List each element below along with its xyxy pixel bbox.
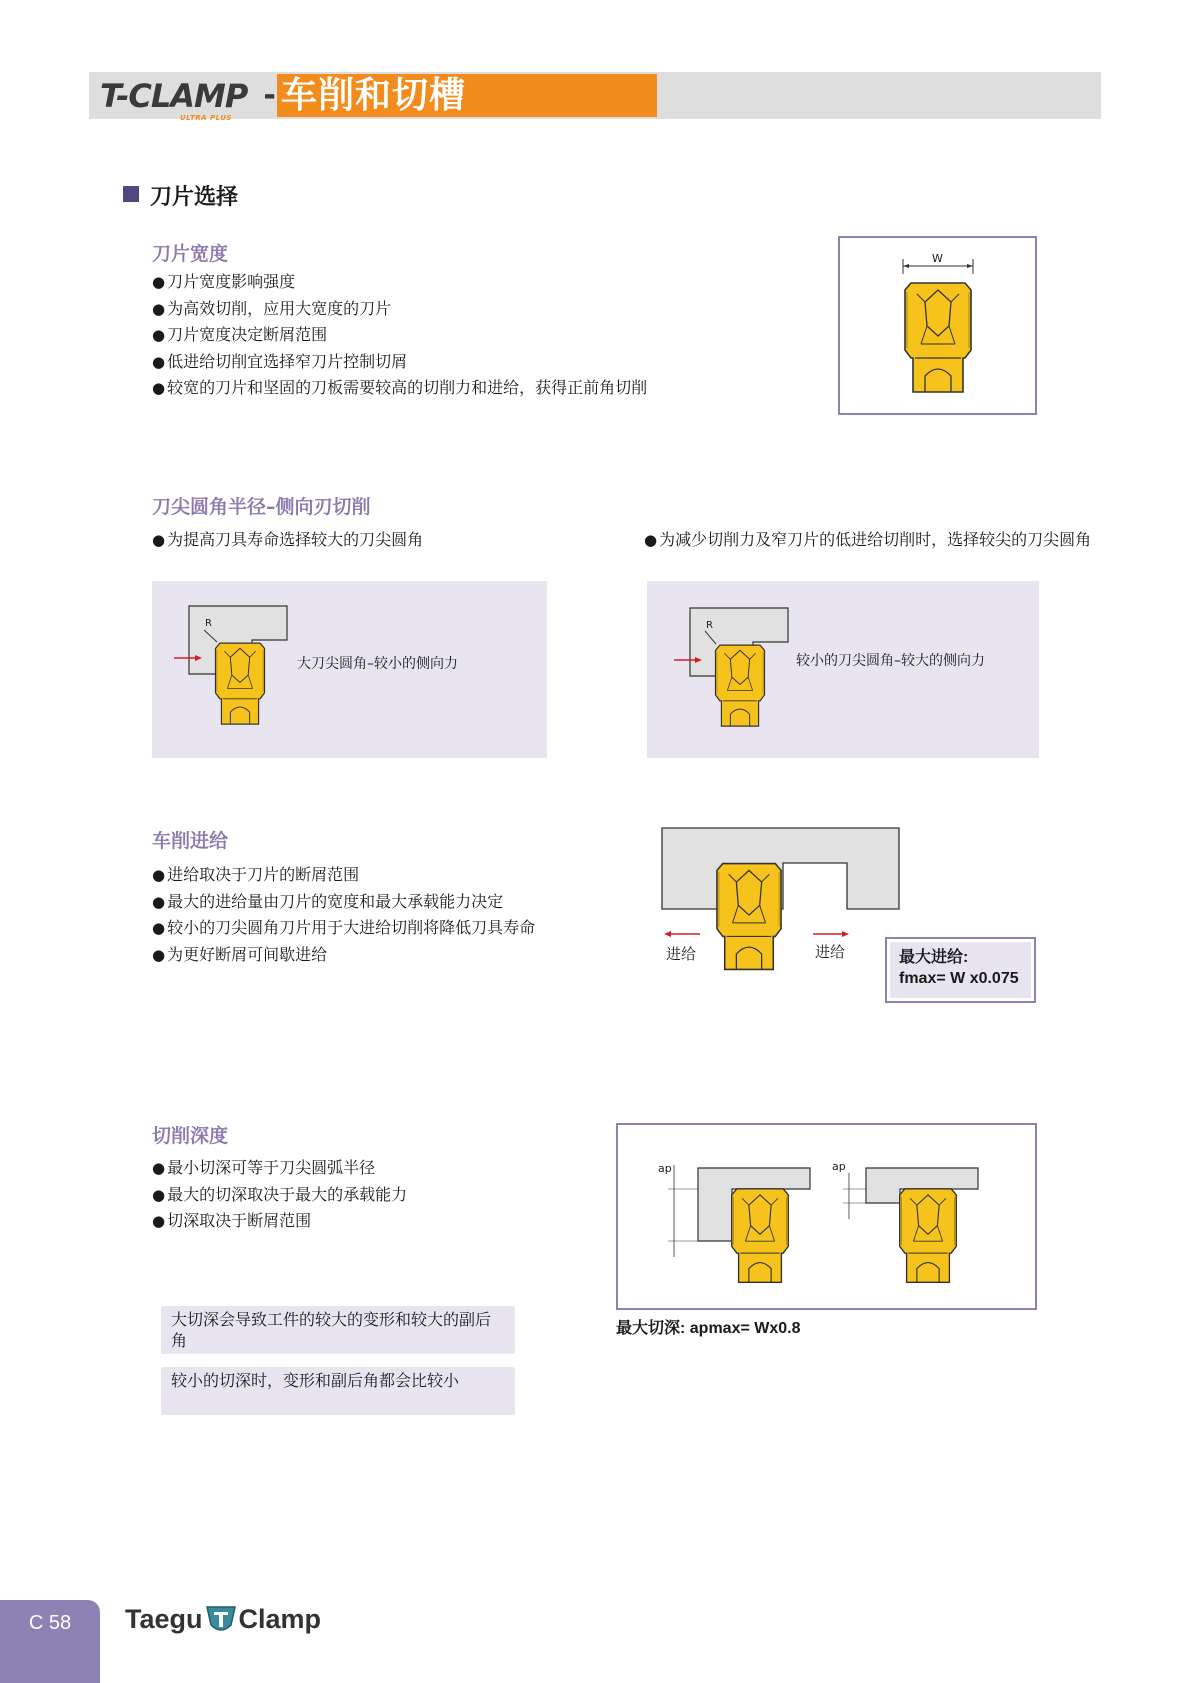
depth-diagram bbox=[616, 1123, 1037, 1310]
logo-emblem-icon bbox=[205, 1603, 237, 1635]
section-marker bbox=[123, 186, 139, 202]
blade-width-list bbox=[152, 269, 647, 402]
right-text: 为减少切削力及窄刀片的低进给切削时，选择较尖的刀尖圆角 bbox=[659, 530, 1092, 549]
depth-heading: 切削深度 bbox=[152, 1125, 229, 1147]
list-item: ● 切深取决于断屑范围 bbox=[152, 1208, 407, 1235]
width-label: W bbox=[932, 252, 943, 265]
bullet-dot: ● bbox=[152, 531, 166, 549]
logo-right-text: Clamp bbox=[238, 1603, 322, 1634]
list-item: ● 最大的进给量由刀片的宽度和最大承载能力决定 bbox=[152, 889, 535, 916]
large-radius-panel bbox=[152, 581, 547, 758]
max-feed-content bbox=[890, 942, 1031, 998]
small-radius-label: 较小的刀尖圆角–较大的侧向力 bbox=[796, 653, 985, 669]
page-number: C 58 bbox=[28, 1612, 72, 1634]
max-depth-caption: 最大切深: apmax= Wx0.8 bbox=[616, 1320, 801, 1337]
logo-left-text: Taegu bbox=[125, 1603, 203, 1634]
feed-list bbox=[152, 862, 535, 968]
feed-diagram bbox=[655, 822, 905, 972]
section-title: 刀片选择 bbox=[150, 185, 239, 210]
note-large-depth: 大切深会导致工件的较大的变形和较大的副后角 bbox=[161, 1306, 515, 1354]
list-item: ● 最大的切深取决于最大的承载能力 bbox=[152, 1182, 407, 1209]
footer-logo bbox=[125, 1603, 321, 1635]
radius-label: R bbox=[706, 620, 713, 631]
feed-right-label: 进给 bbox=[815, 943, 846, 961]
blade-width-heading: 刀片宽度 bbox=[152, 243, 229, 265]
ap-label-right: ap bbox=[832, 1160, 846, 1173]
nose-radius-left-text bbox=[152, 527, 632, 553]
feed-left-label: 进给 bbox=[666, 945, 697, 963]
brand-name bbox=[100, 76, 248, 122]
list-item: ● 较宽的刀片和坚固的刀板需要较高的切削力和进给，获得正前角切削 bbox=[152, 375, 647, 402]
max-feed-formula: fmax= W x0.075 bbox=[899, 970, 1019, 987]
blade-width-diagram bbox=[838, 236, 1037, 415]
small-radius-panel bbox=[647, 581, 1039, 758]
ap-label-left: ap bbox=[658, 1162, 672, 1175]
note-small-depth: 较小的切深时，变形和副后角都会比较小 bbox=[161, 1367, 515, 1415]
large-radius-label: 大刀尖圆角–较小的侧向力 bbox=[297, 656, 458, 672]
depth-svg bbox=[618, 1125, 1035, 1308]
brand-subtitle: ULTRA PLUS bbox=[180, 113, 232, 122]
list-item: ● 为高效切削，应用大宽度的刀片 bbox=[152, 296, 647, 323]
page-title: 车削和切槽 bbox=[281, 75, 467, 116]
list-item: ● 刀片宽度决定断屑范围 bbox=[152, 322, 647, 349]
brand-text: T-CLAMP bbox=[100, 76, 248, 115]
brand-logo bbox=[100, 72, 276, 122]
list-item: ● 低进给切削宜选择窄刀片控制切屑 bbox=[152, 349, 647, 376]
list-item: ● 刀片宽度影响强度 bbox=[152, 269, 647, 296]
list-item: ● 较小的刀尖圆角刀片用于大进给切削将降低刀具寿命 bbox=[152, 915, 535, 942]
left-text: 为提高刀具寿命选择较大的刀尖圆角 bbox=[167, 530, 424, 549]
brand-dash: - bbox=[263, 78, 276, 113]
depth-list bbox=[152, 1155, 407, 1235]
radius-label: R bbox=[205, 618, 212, 629]
max-feed-box bbox=[885, 937, 1036, 1003]
nose-radius-heading: 刀尖圆角半径–侧向刃切削 bbox=[152, 496, 371, 518]
max-feed-title: 最大进给: bbox=[899, 949, 969, 966]
list-item: ● 最小切深可等于刀尖圆弧半径 bbox=[152, 1155, 407, 1182]
list-item: ● 为更好断屑可间歇进给 bbox=[152, 942, 535, 969]
feed-heading: 车削进给 bbox=[152, 830, 229, 852]
list-item: ● 进给取决于刀片的断屑范围 bbox=[152, 862, 535, 889]
bullet-dot: ● bbox=[644, 531, 658, 549]
nose-radius-right-text bbox=[644, 527, 1099, 553]
